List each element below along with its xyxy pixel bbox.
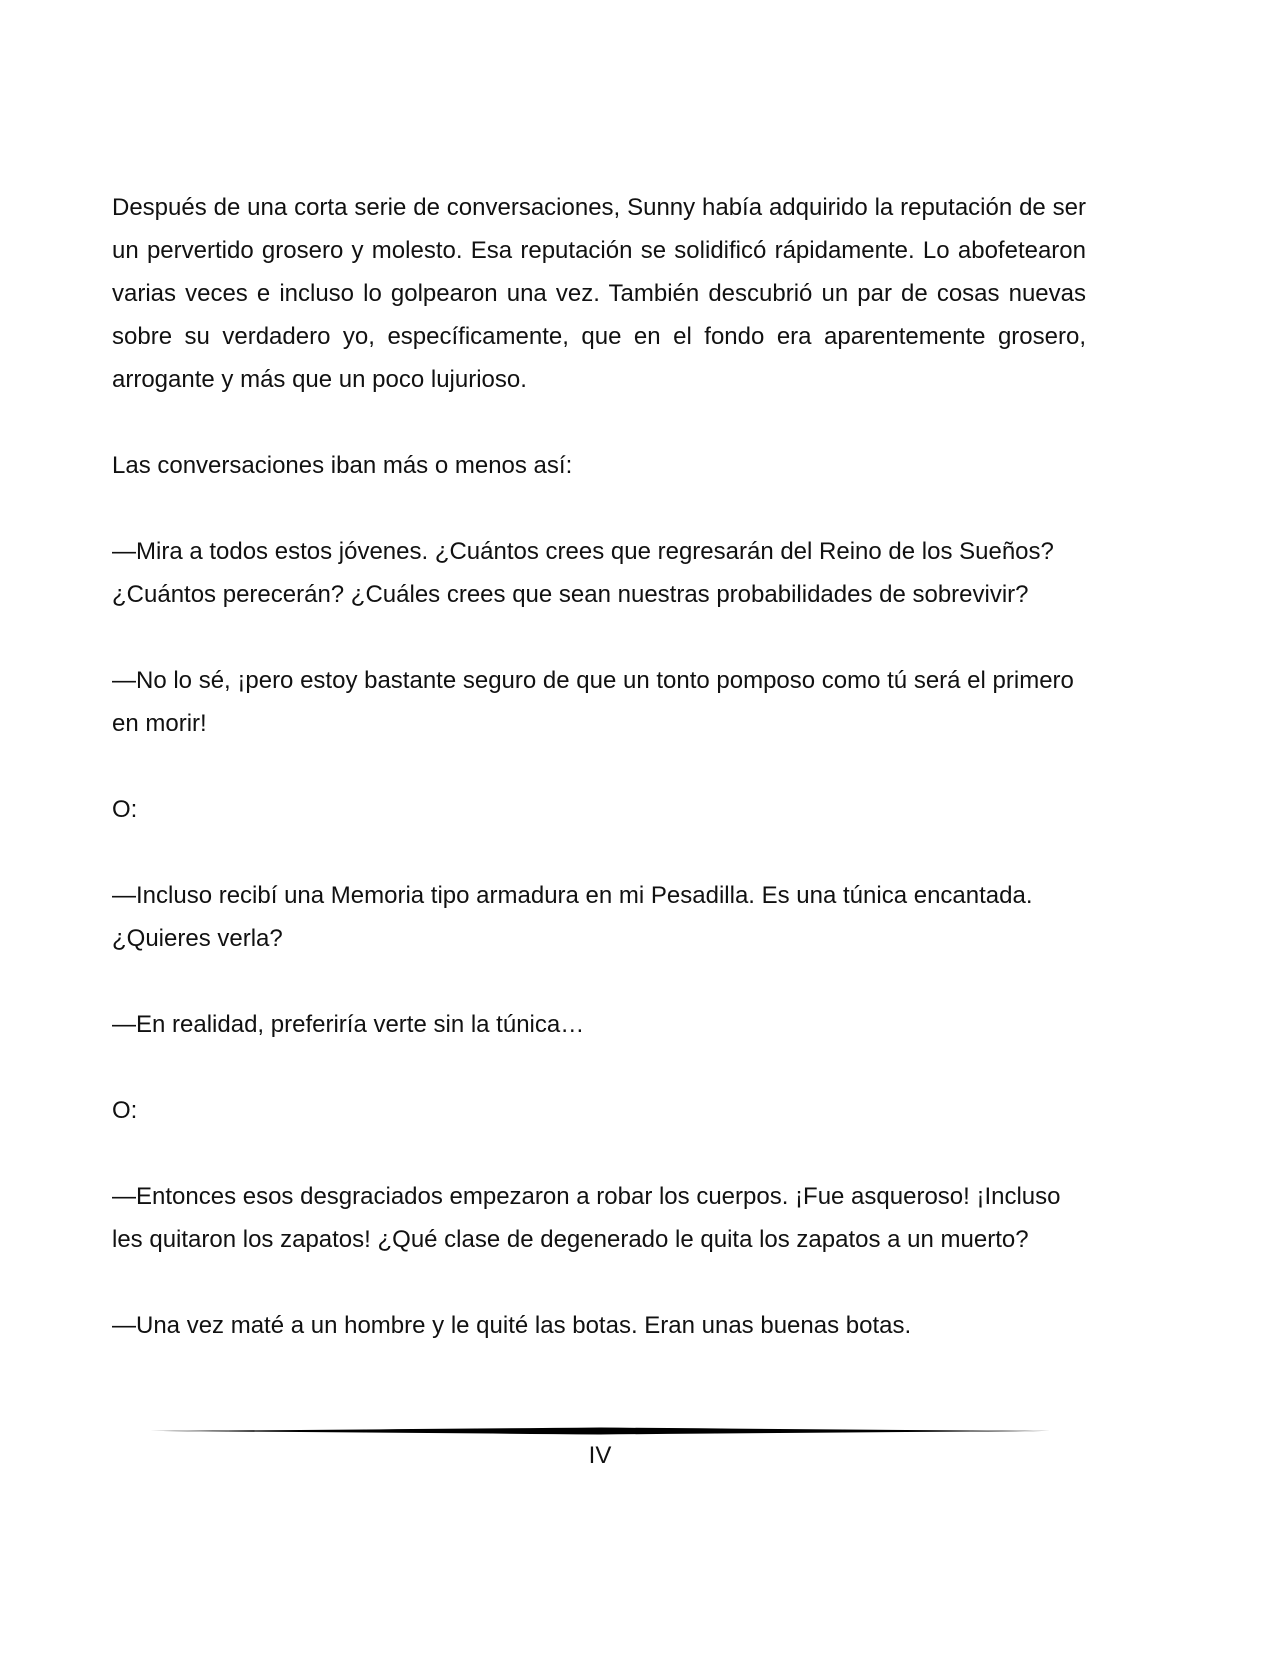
footer-divider (150, 1424, 1050, 1438)
dialogue-line: —No lo sé, ¡pero estoy bastante seguro de que un tonto pomposo como tú será el primero en morir! (112, 667, 1074, 737)
paragraph-intro: Después de una corta serie de conversaciones, Sunny había adquirido la reputación de ser un pervertido grosero y molesto. Esa reputación se solidificó rápidamente. Lo abofetearon varias veces e incluso lo golpearon una vez. También descubrió un par de cosas nuevas sobre su verdadero yo, específicamente, que en el fondo era aparentemente grosero, arrogante y más que un poco lujurioso. (112, 194, 1086, 393)
dialogue-line: —Incluso recibí una Memoria tipo armadura en mi Pesadilla. Es una túnica encantada. ¿Quieres verla? (112, 882, 1033, 952)
body-text (112, 186, 1086, 1390)
separator-o: O: (112, 1097, 138, 1124)
dialogue-line: —Entonces esos desgraciados empezaron a robar los cuerpos. ¡Fue asqueroso! ¡Incluso les quitaron los zapatos! ¿Qué clase de degenerado le quita los zapatos a un muerto? (112, 1183, 1061, 1253)
paragraph-conversations-intro: Las conversaciones iban más o menos así: (112, 452, 573, 479)
dialogue-line: —Una vez maté a un hombre y le quité las botas. Eran unas buenas botas. (112, 1312, 912, 1339)
dialogue-line: —Mira a todos estos jóvenes. ¿Cuántos crees que regresarán del Reino de los Sueños? ¿Cuántos perecerán? ¿Cuáles crees que sean nuestras probabilidades de sobrevivir? (112, 538, 1054, 608)
separator-o: O: (112, 796, 138, 823)
dialogue-line: —En realidad, preferiría verte sin la túnica… (112, 1011, 585, 1038)
page-number: IV (588, 1442, 612, 1469)
footer-divider-stroke (150, 1428, 1050, 1435)
